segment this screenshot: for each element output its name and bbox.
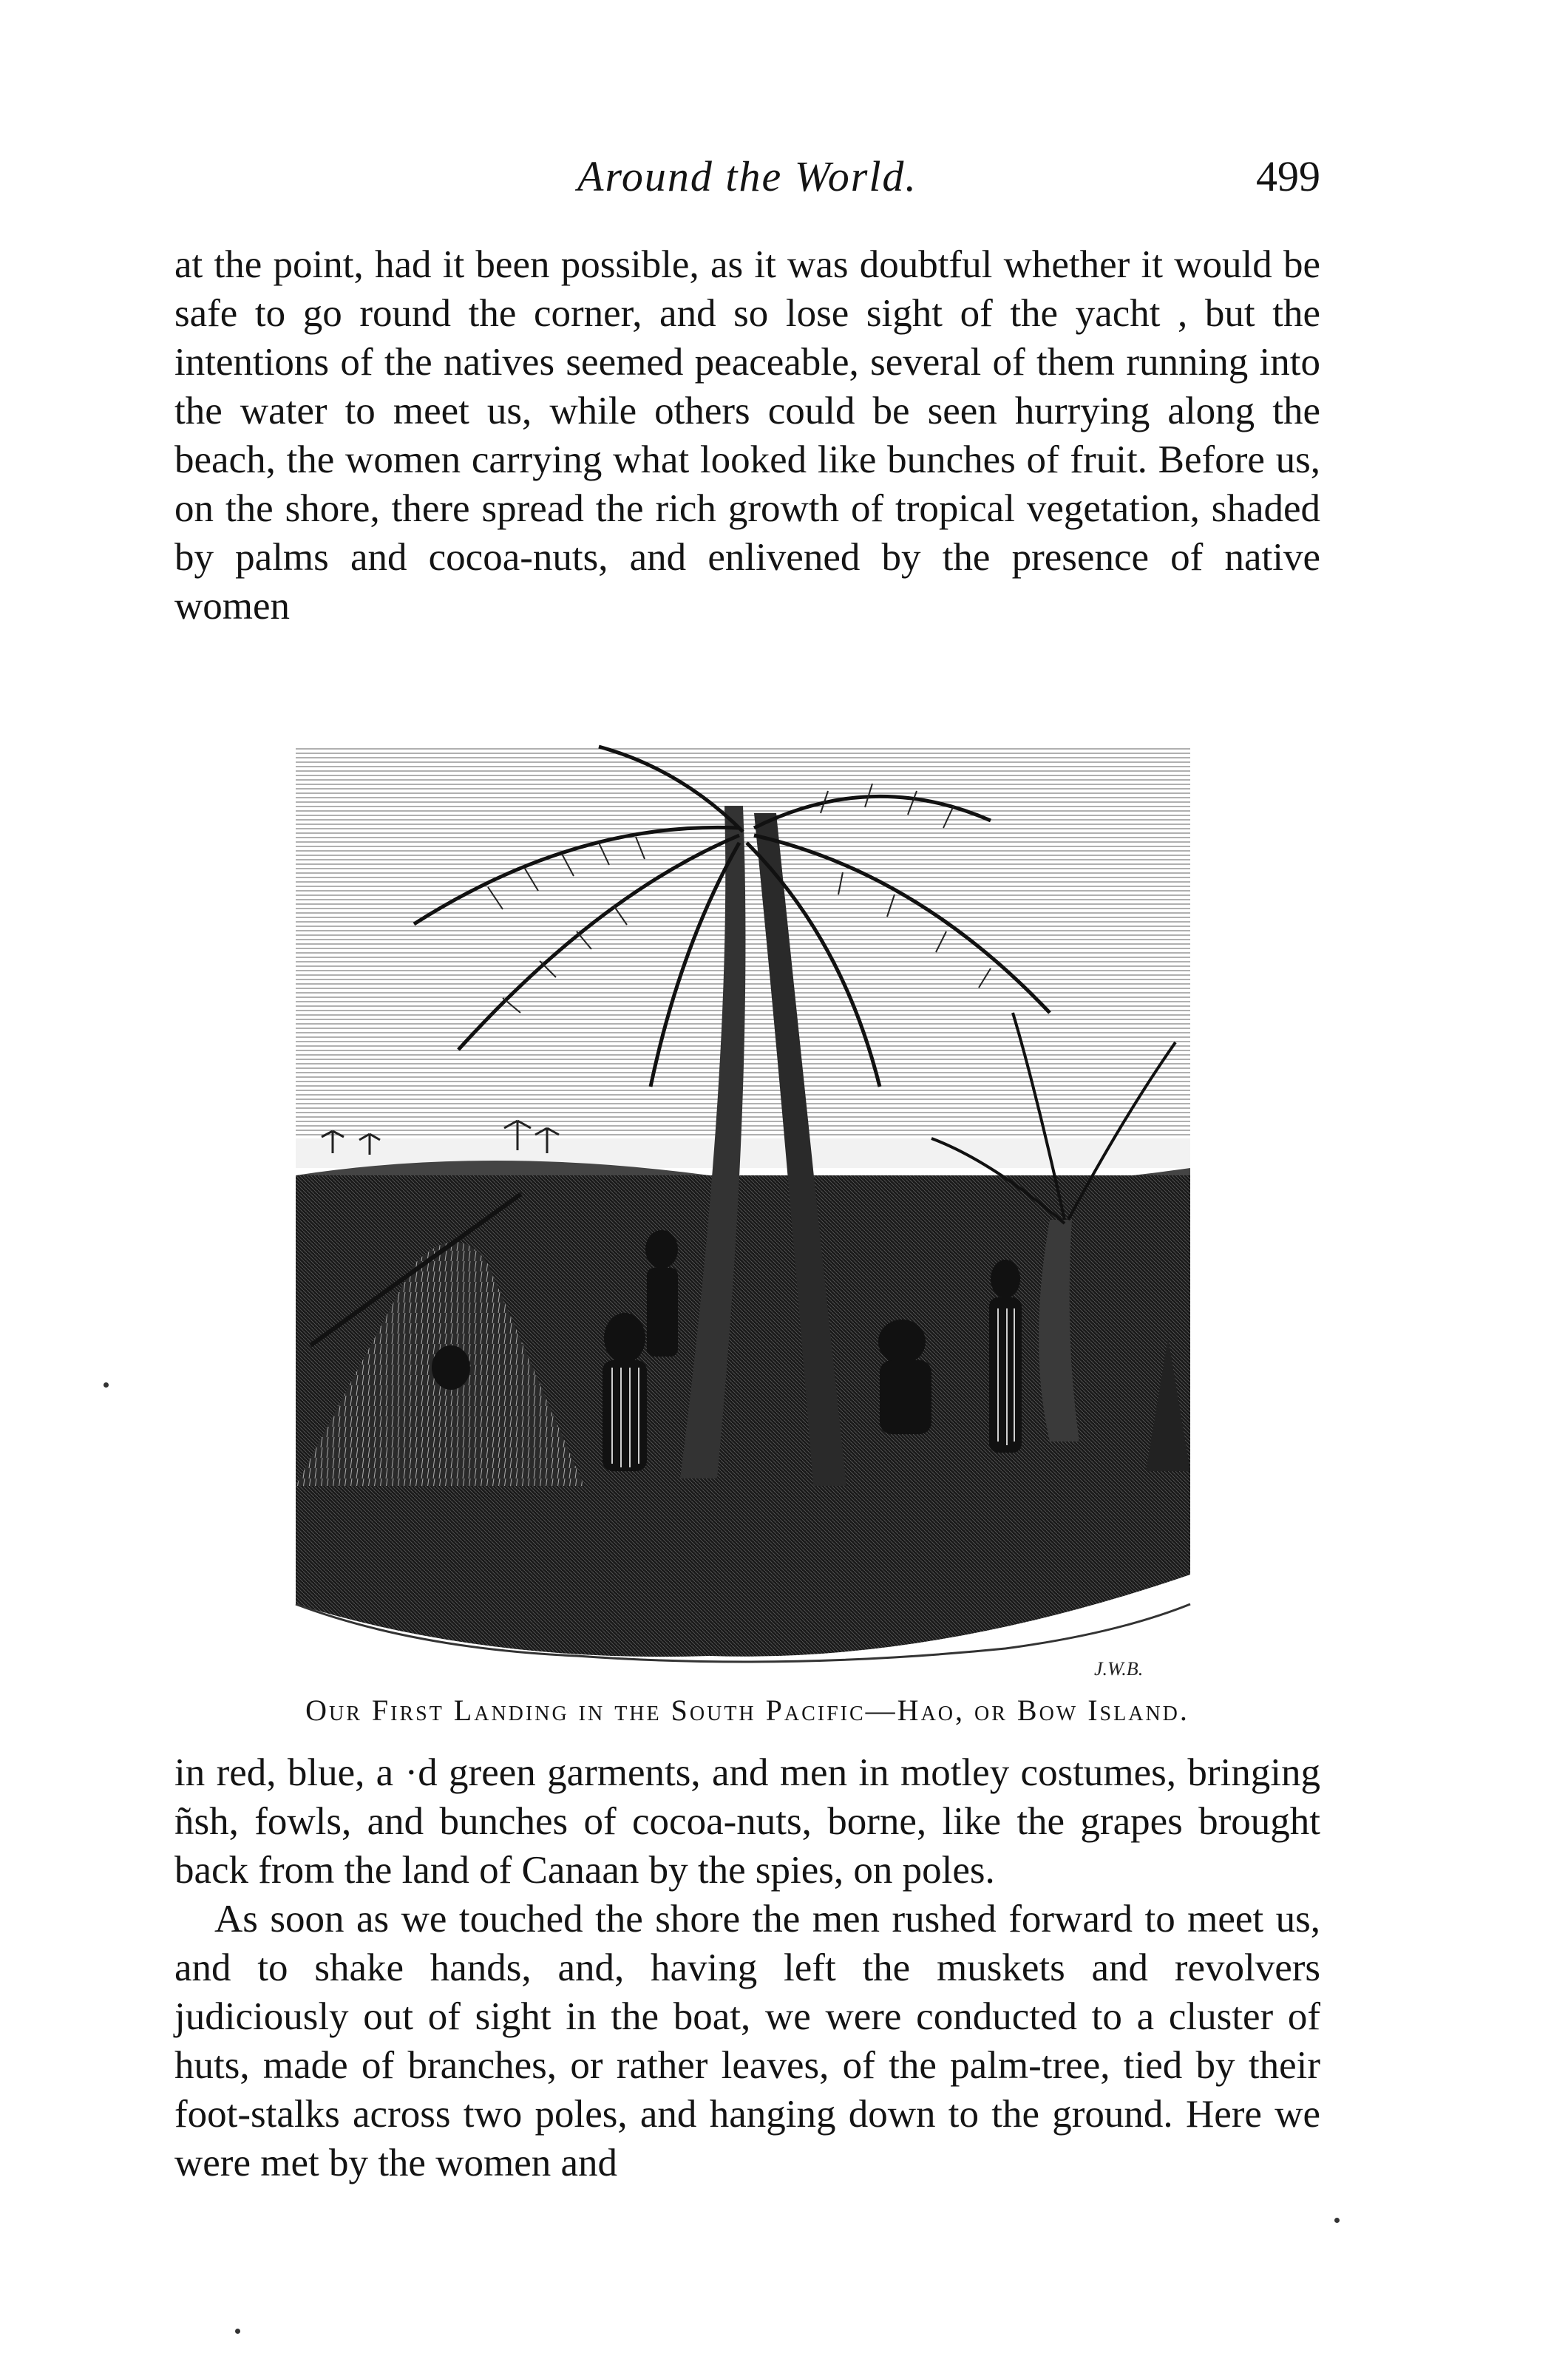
paragraph: at the point, had it been possible, as it was doubtful whether it would be safe to go round the corner, and so lose sight of the yacht , but the intentions of the natives seemed peaceable, several of them running into the water to meet us, while others could be seen hurrying along the beach, the women carrying what looked like bunches of fruit. Before us, on the shore, there spread the rich growth of tropical vegetation, shaded by palms and cocoa-nuts, and enlivened by the presence of native women (174, 243, 1320, 628)
print-speck (103, 1382, 109, 1388)
island-landing-engraving (266, 702, 1220, 1693)
paragraph: As soon as we touched the shore the men rushed forward to meet us, and to shake hands, and, having left the muskets and revolvers judiciously out of sight in the boat, we were conducted to a cluster of huts, made of branches, or rather leaves, of the palm-tree, tied by their foot-stalks across two poles, and hanging down to the ground. Here we were met by the women and (174, 1898, 1320, 2184)
print-speck (1334, 2218, 1340, 2223)
print-speck (235, 2329, 240, 2334)
paragraph-continued: in red, blue, a ·d green garments, and men in motley costumes, bringing ñsh, fowls, and bunches of cocoa-nuts, borne, like the grapes brought back from the land of Canaan by the spies, on poles. (174, 1751, 1320, 1892)
page-number: 499 (1256, 152, 1320, 200)
running-title: Around the World. (577, 152, 917, 200)
engraver-mark: J.W.B. (1094, 1658, 1144, 1680)
body-text-top (174, 240, 1320, 631)
figure-caption: Our First Landing in the South Pacific—Hao, or Bow Island. (305, 1694, 1189, 1727)
body-text-bottom (174, 1748, 1320, 2187)
running-header (174, 152, 1320, 203)
engraving-illustration (266, 702, 1220, 1693)
